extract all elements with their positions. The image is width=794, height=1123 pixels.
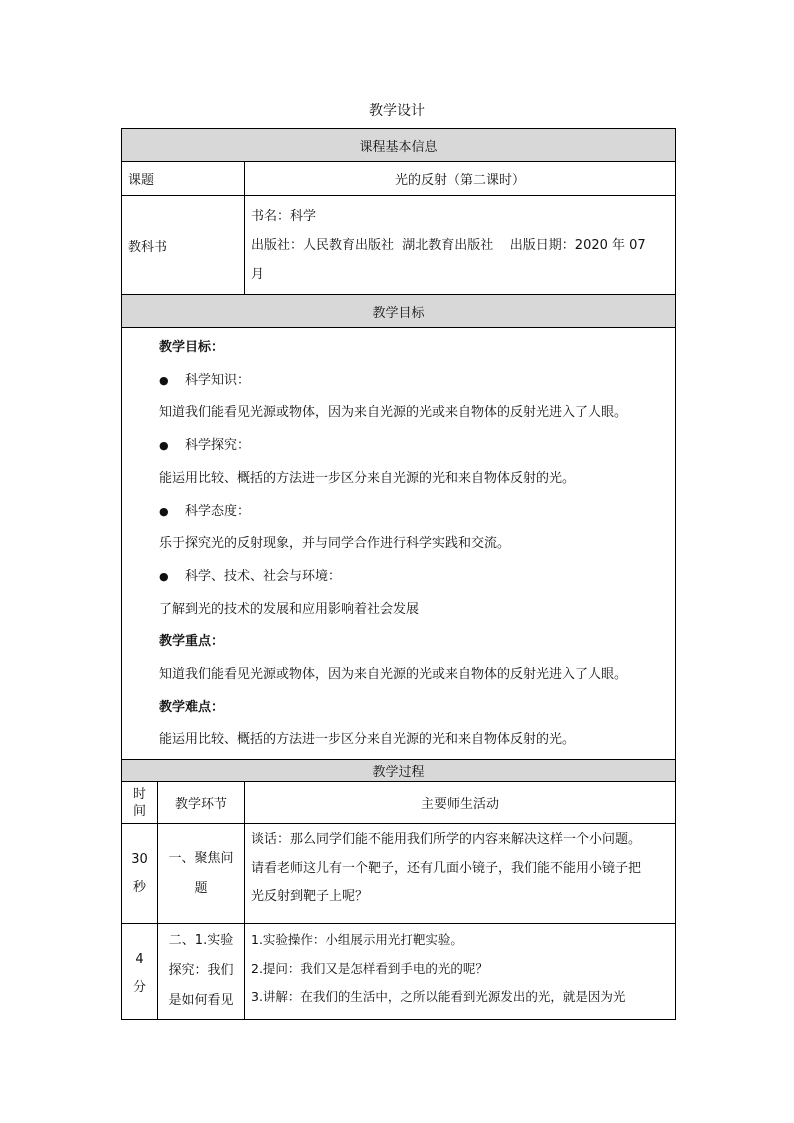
bullet-icon: ● xyxy=(159,504,169,518)
difficult-points-text: 能运用比较、概括的方法进一步区分来自光源的光和来自物体反射的光。 xyxy=(159,732,576,748)
goal-knowledge-label: 科学知识： xyxy=(185,372,251,388)
stage-name-line1: 一、聚焦问 xyxy=(168,850,234,866)
section-basic-info-row xyxy=(122,129,676,162)
key-points-text: 知道我们能看见光源或物体，因为来自光源的光或来自物体的反射光进入了人眼。 xyxy=(159,667,628,683)
goal-inquiry-label: 科学探究： xyxy=(185,438,251,454)
document-title: 教学设计 xyxy=(369,103,425,119)
topic-row xyxy=(122,162,676,196)
stage-column-header: 教学环节 xyxy=(158,782,245,824)
activity-line1: 1.实验操作：小组展示用光打靶实验。 xyxy=(251,932,463,948)
bullet-icon: ● xyxy=(159,439,169,453)
activity-column-header: 主要师生活动 xyxy=(245,782,676,824)
section-process-header: 教学过程 xyxy=(122,760,676,782)
process-header-row xyxy=(122,782,676,824)
stage-name-line3: 是如何看见 xyxy=(168,993,234,1009)
goals-content-row xyxy=(122,328,676,760)
activity-cell xyxy=(245,924,676,1020)
difficult-points-heading: 教学难点： xyxy=(159,699,225,715)
goals-heading: 教学目标： xyxy=(159,340,225,355)
time-header-line2: 间 xyxy=(132,803,146,819)
goal-attitude-item xyxy=(159,496,675,529)
activity-line3: 光反射到靶子上呢？ xyxy=(251,889,369,905)
goals-content xyxy=(122,328,676,760)
key-points-heading: 教学重点： xyxy=(159,634,225,650)
lesson-plan-table xyxy=(121,128,676,1020)
textbook-publisher-line1: 出版社：人民教育出版社 湖北教育出版社 出版日期：2020 年 07 xyxy=(251,237,646,253)
stage-time-line1: 30 xyxy=(131,851,148,867)
activity-line3: 3.讲解：在我们的生活中，之所以能看到光源发出的光，就是因为光 xyxy=(251,989,626,1005)
activity-line1: 谈话：那么同学们能不能用我们所学的内容来解决这样一个小问题。 xyxy=(251,832,642,848)
section-goals-row xyxy=(122,295,676,328)
goal-attitude-label: 科学态度： xyxy=(185,503,251,519)
goal-inquiry-text: 能运用比较、概括的方法进一步区分来自光源的光和来自物体反射的光。 xyxy=(159,470,576,486)
stage-name-cell xyxy=(158,924,245,1020)
goal-knowledge-item xyxy=(159,365,675,398)
textbook-name: 书名：科学 xyxy=(251,208,317,224)
textbook-row xyxy=(122,196,676,295)
textbook-details xyxy=(245,196,676,295)
goal-sts-label: 科学、技术、社会与环境： xyxy=(185,568,342,584)
stage-time-line2: 分 xyxy=(132,980,146,996)
table-row xyxy=(122,924,676,1020)
time-header-line1: 时 xyxy=(132,786,146,802)
bullet-icon: ● xyxy=(159,373,169,387)
goal-attitude-text: 乐于探究光的反射现象，并与同学合作进行科学实践和交流。 xyxy=(159,536,511,552)
section-process-row xyxy=(122,760,676,782)
textbook-publisher-line2: 月 xyxy=(251,266,265,282)
section-goals-header: 教学目标 xyxy=(122,295,676,328)
stage-name-line2: 探究：我们 xyxy=(168,963,234,979)
table-row xyxy=(122,824,676,924)
time-column-header xyxy=(122,782,158,824)
section-basic-info-header: 课程基本信息 xyxy=(122,129,676,162)
activity-line2: 请看老师这儿有一个靶子，还有几面小镜子，我们能不能用小镜子把 xyxy=(251,860,642,876)
activity-cell xyxy=(245,824,676,924)
bullet-icon: ● xyxy=(159,569,169,583)
activity-line2: 2.提问：我们又是怎样看到手电的光的呢？ xyxy=(251,960,488,976)
stage-name-cell xyxy=(158,824,245,924)
goal-knowledge-text: 知道我们能看见光源或物体，因为来自光源的光或来自物体的反射光进入了人眼。 xyxy=(159,405,628,421)
goal-sts-item xyxy=(159,561,675,594)
stage-time-line2: 秒 xyxy=(132,879,146,895)
stage-time-cell xyxy=(122,824,158,924)
stage-time-cell xyxy=(122,924,158,1020)
topic-value: 光的反射（第二课时） xyxy=(245,162,676,196)
stage-name-line2: 题 xyxy=(194,880,208,896)
stage-name-line1: 二、1.实验 xyxy=(168,933,234,949)
goal-inquiry-item xyxy=(159,430,675,463)
topic-label: 课题 xyxy=(122,162,245,196)
textbook-label: 教科书 xyxy=(122,196,245,295)
stage-time-line1: 4 xyxy=(135,952,144,968)
goal-sts-text: 了解到光的技术的发展和应用影响着社会发展 xyxy=(159,601,420,617)
